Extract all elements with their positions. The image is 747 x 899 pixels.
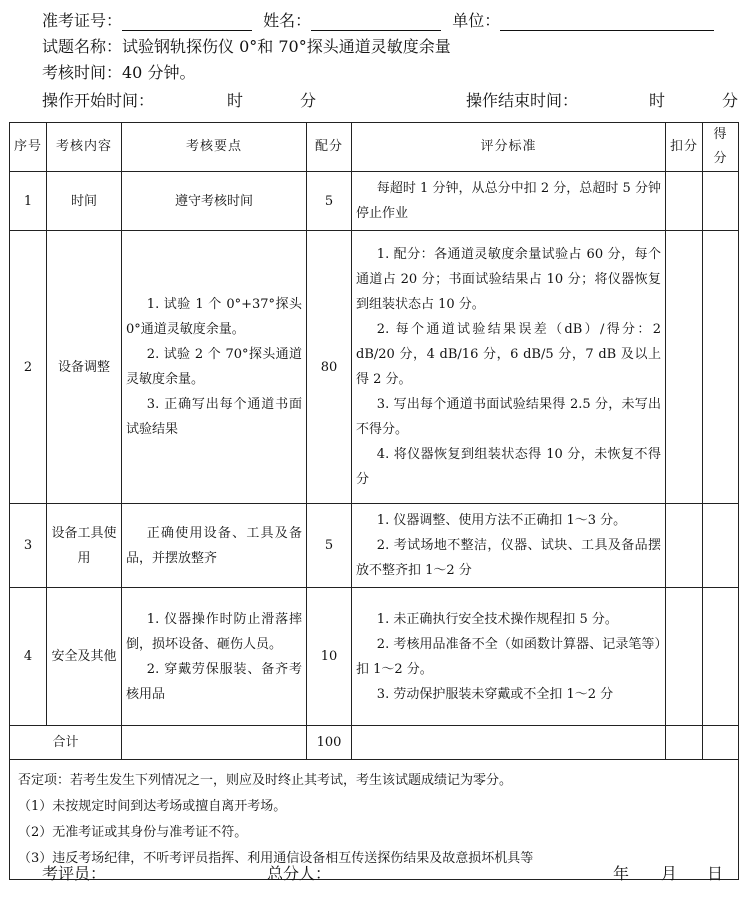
date-month: 月 [661, 864, 678, 883]
unit-label: 单位： [452, 11, 501, 30]
obtained-cell[interactable] [703, 504, 739, 588]
deduction-cell[interactable] [666, 504, 703, 588]
table-row [10, 504, 739, 588]
end-minute-unit: 分 [722, 91, 739, 110]
row-content: 安全及其他 [47, 588, 122, 726]
end-time-label: 操作结束时间： [466, 91, 579, 110]
col-header-score: 配分 [307, 123, 352, 172]
total-score: 100 [307, 726, 352, 760]
ticket-number-field[interactable] [122, 12, 252, 31]
start-hour-unit: 时 [227, 91, 244, 110]
table-row [10, 588, 739, 726]
criteria-item: 4. 将仪器恢复到组装状态得 10 分，未恢复不得分 [356, 447, 661, 487]
col-header-content: 考核内容 [47, 123, 122, 172]
header-id-row [42, 11, 714, 31]
unit-field[interactable] [500, 12, 714, 31]
row-criteria [352, 504, 666, 588]
row-number: 2 [10, 231, 47, 504]
criteria-item: 2. 每个通道试验结果误差（dB）/得分：2 dB/20 分，4 dB/16 分，6 dB/5 分，7 dB 及以上得 2 分。 [356, 322, 661, 387]
veto-item: （1）未按规定时间到达考场或擅自离开考场。 [18, 798, 287, 814]
name-field[interactable] [311, 12, 441, 31]
end-hour-unit: 时 [649, 91, 666, 110]
obtained-cell[interactable] [703, 172, 739, 231]
row-score: 5 [307, 504, 352, 588]
criteria-item: 3. 劳动保护服装未穿戴或不全扣 1～2 分 [376, 686, 614, 702]
table-row [10, 231, 739, 504]
criteria-item: 3. 写出每个通道书面试验结果得 2.5 分，未写出不得分。 [356, 397, 661, 437]
row-criteria [352, 172, 666, 231]
row-score: 5 [307, 172, 352, 231]
row-key-point: 遵守考核时间 [122, 172, 307, 231]
deduction-cell[interactable] [666, 588, 703, 726]
deduction-cell[interactable] [666, 172, 703, 231]
row-number: 3 [10, 504, 47, 588]
date-day: 日 [707, 864, 724, 883]
criteria-item: 2. 考核用品准备不全（如函数计算器、记录笔等）扣 1～2 分。 [356, 636, 661, 677]
col-header-no: 序号 [10, 123, 47, 172]
examiner-label: 考评员： [42, 864, 107, 883]
start-minute-unit: 分 [300, 91, 317, 110]
exam-title: 试题名称：试验钢轨探伤仪 0°和 70°探头通道灵敏度余量 [42, 37, 451, 56]
row-number: 4 [10, 588, 47, 726]
veto-heading: 否定项：若考生发生下列情况之一，则应及时终止其考试，考生该试题成绩记为零分。 [18, 772, 513, 788]
row-content: 设备调整 [47, 231, 122, 504]
scoring-table [9, 122, 739, 880]
row-content: 设备工具使用 [47, 504, 122, 588]
row-content: 时间 [47, 172, 122, 231]
total-criteria-cell [352, 726, 666, 760]
criteria-item: 2. 考试场地不整洁，仪器、试块、工具及备品摆放不整齐扣 1～2 分 [356, 538, 661, 578]
key-point-item: 2. 穿戴劳保服装、备齐考核用品 [126, 661, 302, 702]
date-year: 年 [613, 864, 630, 883]
total-label: 合计 [10, 726, 122, 760]
total-deduction-cell[interactable] [666, 726, 703, 760]
criteria-item: 每超时 1 分钟，从总分中扣 2 分，总超时 5 分钟停止作业 [356, 181, 661, 221]
row-key-points [122, 231, 307, 504]
table-row [10, 172, 739, 231]
col-header-points: 考核要点 [122, 123, 307, 172]
key-point-item: 1. 试验 1 个 0°+37°探头 0°通道灵敏度余量。 [126, 297, 302, 337]
veto-item: （3）违反考场纪律，不听考评员指挥、利用通信设备相互传送探伤结果及故意损坏机具等 [18, 850, 534, 866]
col-header-deduction: 扣分 [666, 123, 703, 172]
key-point-item: 3. 正确写出每个通道书面试验结果 [126, 397, 302, 437]
row-criteria [352, 588, 666, 726]
scorer-label: 总分人： [267, 864, 332, 883]
row-key-points [122, 504, 307, 588]
col-header-obtained: 得分 [703, 123, 739, 172]
table-header-row [10, 123, 739, 172]
total-points-cell [122, 726, 307, 760]
obtained-cell[interactable] [703, 588, 739, 726]
deduction-cell[interactable] [666, 231, 703, 504]
key-point-item: 2. 试验 2 个 70°探头通道灵敏度余量。 [126, 347, 302, 387]
criteria-item: 1. 仪器调整、使用方法不正确扣 1～3 分。 [376, 513, 627, 528]
veto-section [10, 760, 739, 880]
row-score: 80 [307, 231, 352, 504]
key-point-item: 正确使用设备、工具及备品，并摆放整齐 [126, 525, 302, 566]
criteria-item: 1. 未正确执行安全技术操作规程扣 5 分。 [376, 611, 618, 627]
veto-item: （2）无准考证或其身份与准考证不符。 [18, 824, 248, 840]
name-label: 姓名： [263, 11, 312, 30]
start-time-label: 操作开始时间： [42, 91, 155, 110]
row-number: 1 [10, 172, 47, 231]
obtained-cell[interactable] [703, 231, 739, 504]
total-row [10, 726, 739, 760]
row-criteria [352, 231, 666, 504]
criteria-item: 1. 配分：各通道灵敏度余量试验占 60 分，每个通道占 20 分；书面试验结果占 10 分；将仪器恢复到组装状态占 10 分。 [356, 247, 661, 312]
row-key-points [122, 588, 307, 726]
row-score: 10 [307, 588, 352, 726]
col-header-criteria: 评分标准 [352, 123, 666, 172]
total-obtained-cell[interactable] [703, 726, 739, 760]
exam-duration: 考核时间：40 分钟。 [42, 63, 196, 82]
key-point-item: 1. 仪器操作时防止滑落摔倒，损坏设备、砸伤人员。 [126, 611, 302, 652]
ticket-label: 准考证号： [42, 11, 123, 30]
veto-row [10, 760, 739, 880]
